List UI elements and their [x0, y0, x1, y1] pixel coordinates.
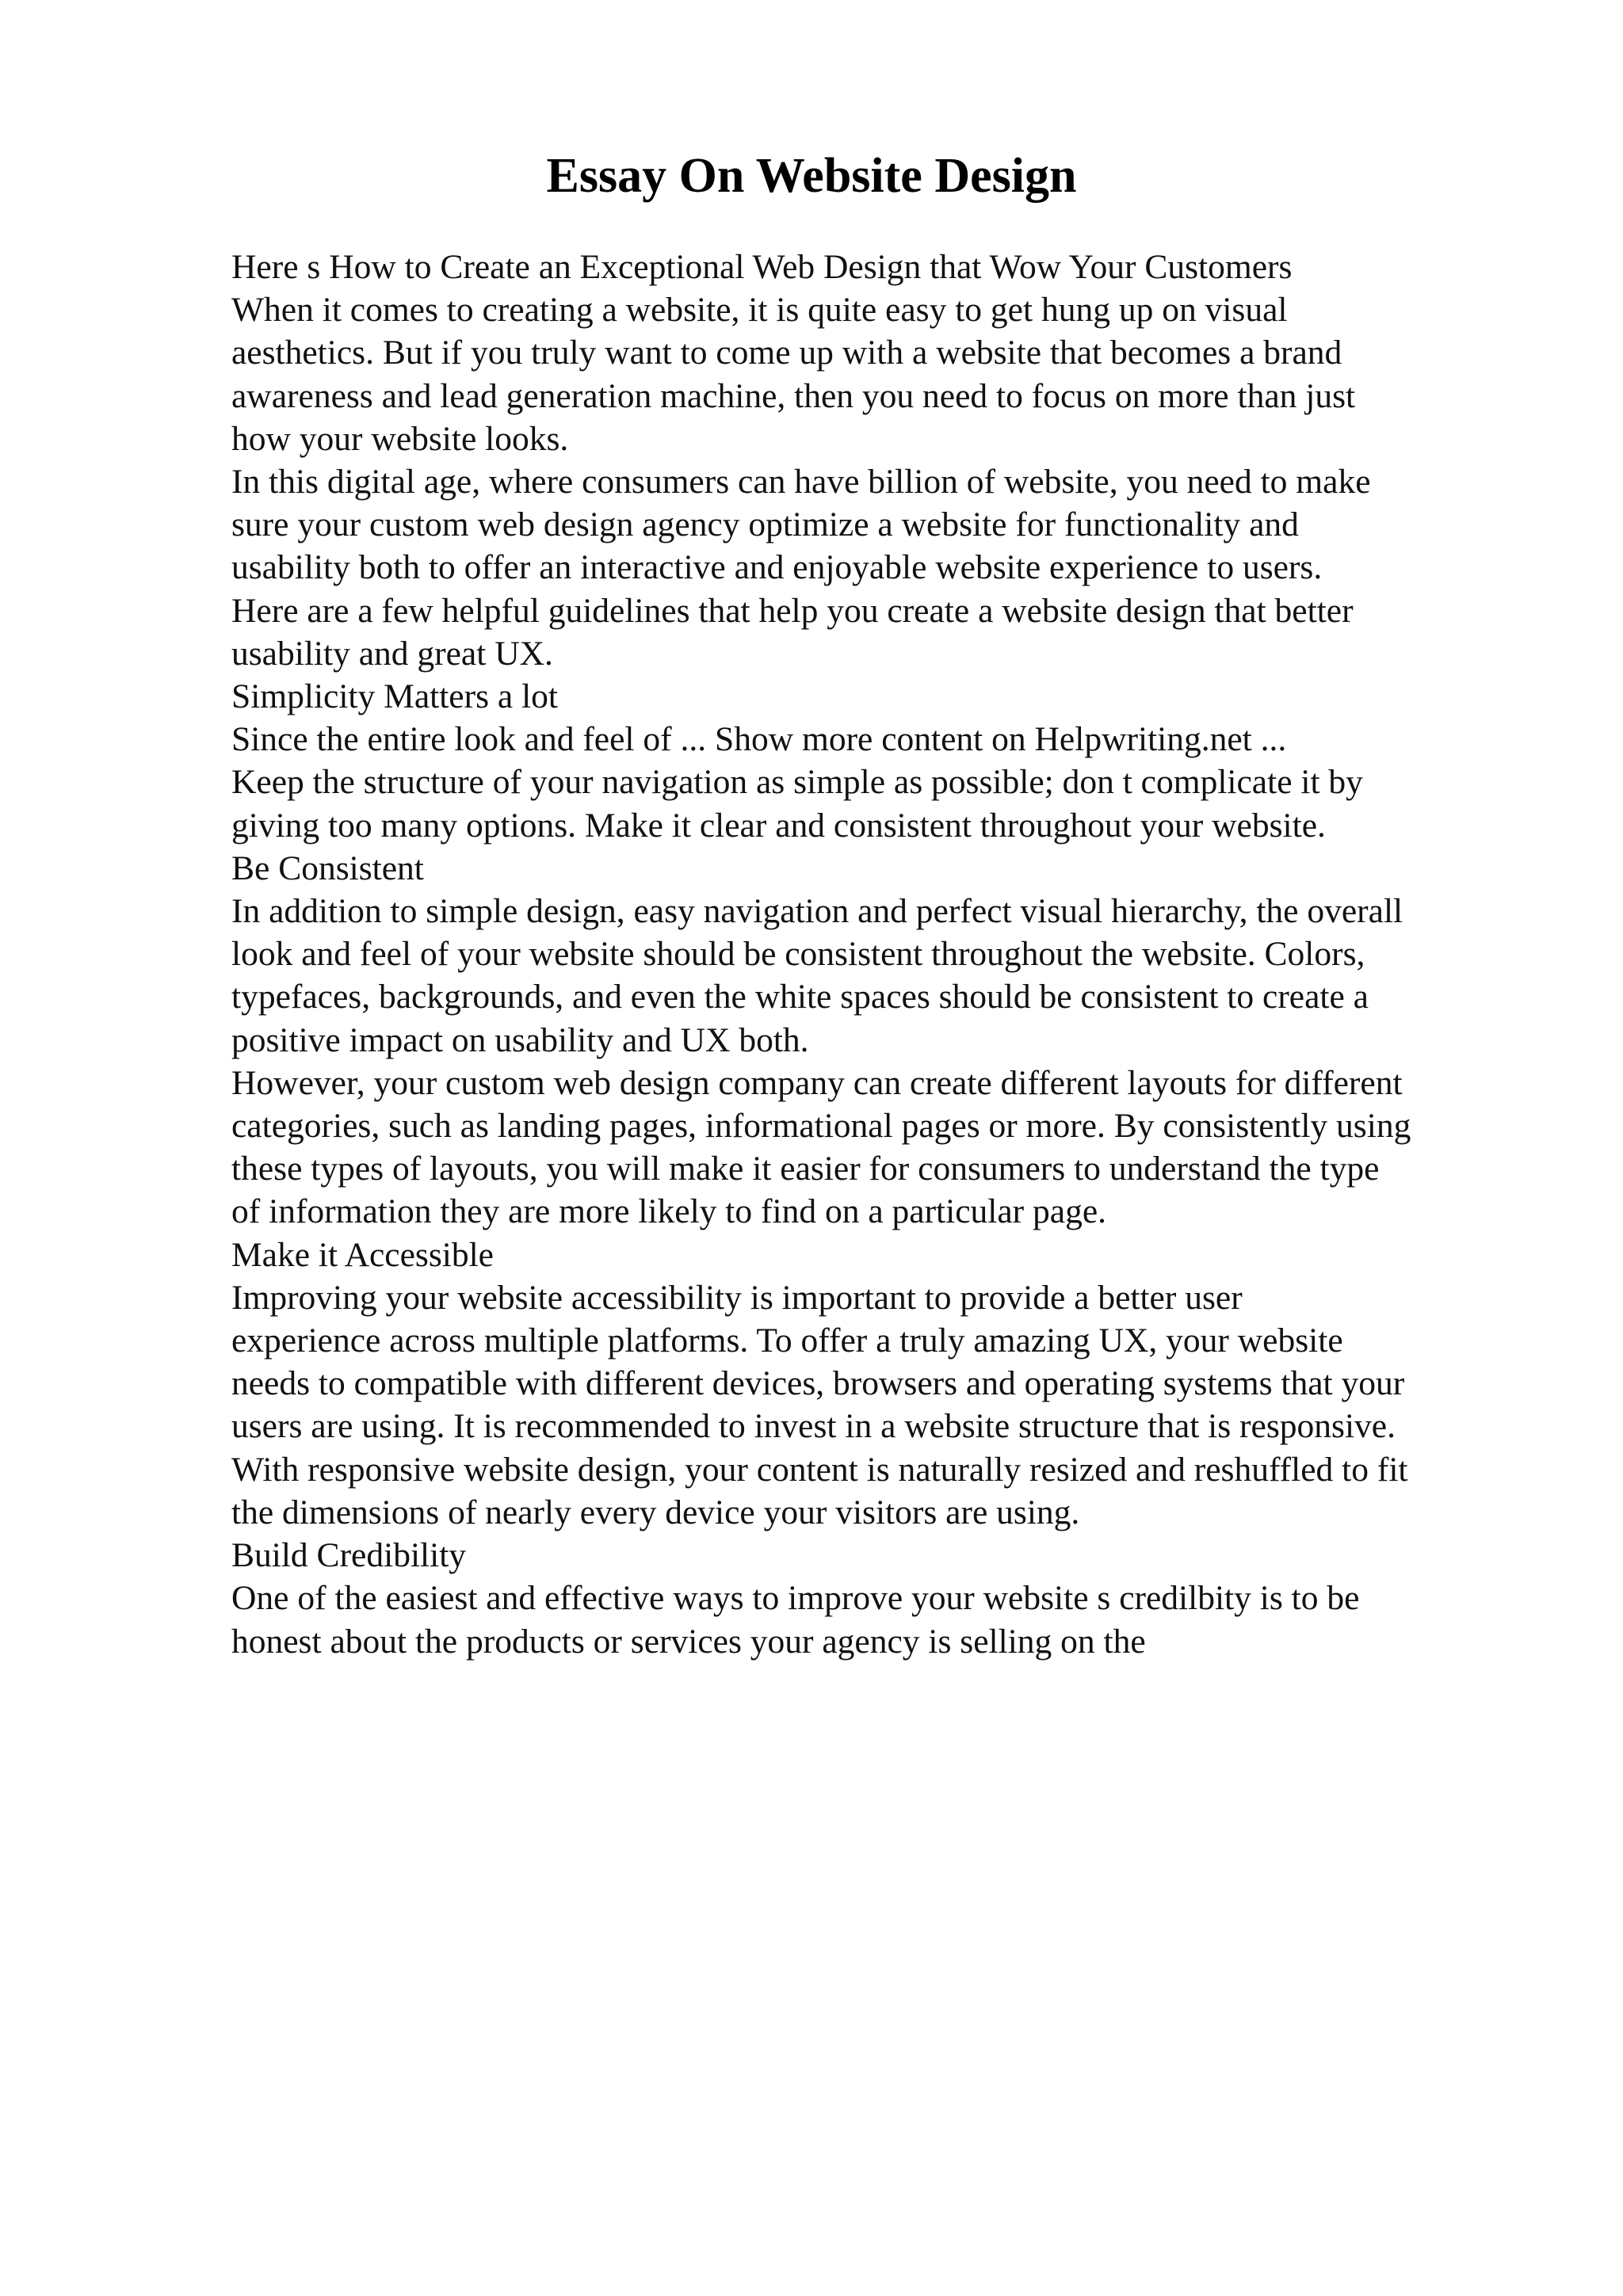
document-body	[231, 246, 1515, 1663]
text-line: usability both to offer an interactive and enjoyable website experience to users.	[231, 548, 1323, 587]
text-line: In addition to simple design, easy navigation and perfect visual hierarchy, the overall	[231, 892, 1403, 931]
text-line: look and feel of your website should be consistent throughout the website. Colors,	[231, 935, 1365, 974]
text-line: With responsive website design, your content is naturally resized and reshuffled to fit	[231, 1450, 1408, 1489]
section-heading: Be Consistent	[231, 849, 424, 887]
text-line: Here s How to Create an Exceptional Web Design that Wow Your Customers	[231, 248, 1293, 286]
text-line: In this digital age, where consumers can have billion of website, you need to make	[231, 463, 1371, 502]
text-line: Keep the structure of your navigation as simple as possible; don t complicate it by	[231, 763, 1363, 802]
text-line: positive impact on usability and UX both.	[231, 1020, 809, 1059]
text-line: Since the entire look and feel of ... Show more content on Helpwriting.net ...	[231, 720, 1287, 759]
section-heading: Simplicity Matters a lot	[231, 677, 558, 716]
section-heading: Build Credibility	[231, 1536, 467, 1575]
text-line: needs to compatible with different devices, browsers and operating systems that your	[231, 1364, 1405, 1403]
text-line: giving too many options. Make it clear and consistent throughout your website.	[231, 806, 1326, 845]
text-line: experience across multiple platforms. To offer a truly amazing UX, your website	[231, 1322, 1343, 1360]
text-line: Improving your website accessibility is important to provide a better user	[231, 1278, 1243, 1317]
text-line: users are using. It is recommended to invest in a website structure that is responsive.	[231, 1407, 1396, 1446]
text-line: categories, such as landing pages, informational pages or more. By consistently using	[231, 1107, 1411, 1146]
text-line: honest about the products or services your agency is selling on the	[231, 1622, 1146, 1661]
text-line: Here are a few helpful guidelines that help you create a website design that better	[231, 591, 1354, 630]
section-heading: Make it Accessible	[231, 1235, 494, 1274]
text-line: the dimensions of nearly every device your visitors are using.	[231, 1493, 1080, 1531]
text-line: sure your custom web design agency optimize a website for functionality and	[231, 505, 1299, 544]
text-line: how your website looks.	[231, 419, 569, 458]
text-line: typefaces, backgrounds, and even the white spaces should be consistent to create a	[231, 978, 1369, 1016]
text-line: of information they are more likely to find on a particular page.	[231, 1192, 1107, 1231]
text-line: usability and great UX.	[231, 634, 553, 673]
text-line: One of the easiest and effective ways to improve your website s credilbity is to be	[231, 1579, 1360, 1618]
text-line: aesthetics. But if you truly want to come up with a website that becomes a brand	[231, 334, 1342, 372]
text-line: awareness and lead generation machine, then you need to focus on more than just	[231, 376, 1356, 415]
text-line: these types of layouts, you will make it easier for consumers to understand the type	[231, 1150, 1380, 1188]
text-line: However, your custom web design company can create different layouts for different	[231, 1063, 1403, 1102]
text-line: When it comes to creating a website, it is quite easy to get hung up on visual	[231, 291, 1288, 330]
document-title: Essay On Website Design	[546, 149, 1077, 203]
